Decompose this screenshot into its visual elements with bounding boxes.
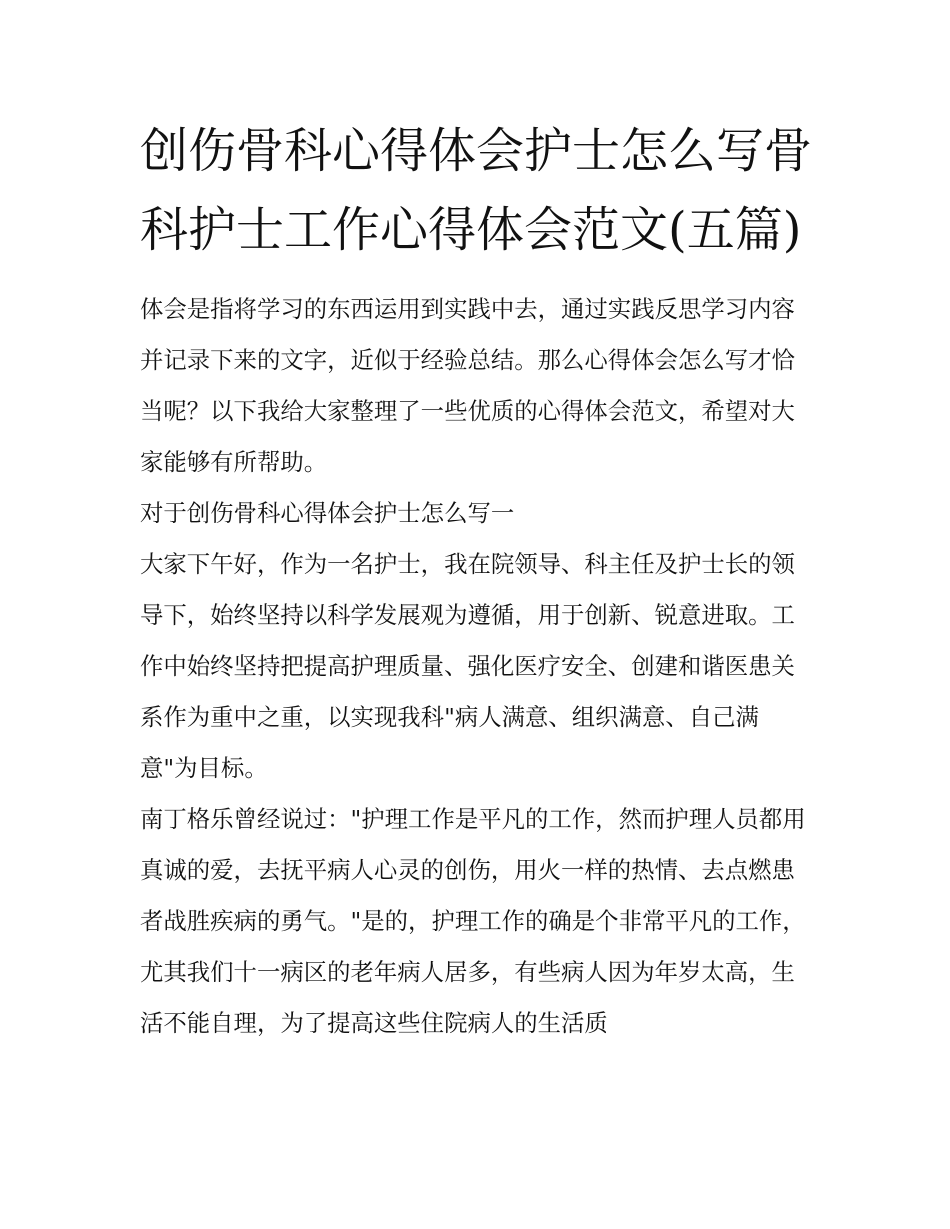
document-body [140, 284, 812, 1049]
document-title: 创伤骨科心得体会护士怎么写骨科护士工作心得体会范文(五篇) [140, 123, 813, 258]
section-heading: 对于创伤骨科心得体会护士怎么写一 [140, 499, 515, 527]
document-page [140, 112, 812, 1049]
body-paragraph-2: 南丁格乐曾经说过："护理工作是平凡的工作，然而护理人员都用真诚的爱，去抚平病人心灵的创伤，用火一样的热情、去点燃患者战胜疾病的勇气。"是的，护理工作的确是个非常平凡的工作，尤其我们十一病区的老年病人居多，有些病人因为年岁太高，生活不能自理，为了提高这些住院病人的生活质 [140, 805, 806, 1037]
intro-paragraph: 体会是指将学习的东西运用到实践中去，通过实践反思学习内容并记录下来的文字，近似于经验总结。那么心得体会怎么写才恰当呢？以下我给大家整理了一些优质的心得体会范文，希望对大家能够有所帮助。 [140, 295, 795, 476]
body-paragraph-1: 大家下午好，作为一名护士，我在院领导、科主任及护士长的领导下，始终坚持以科学发展观为遵循，用于创新、锐意进取。工作中始终坚持把提高护理质量、强化医疗安全、创建和谐医患关系作为重中之重，以实现我科"病人满意、组织满意、自己满意"为目标。 [140, 550, 795, 782]
